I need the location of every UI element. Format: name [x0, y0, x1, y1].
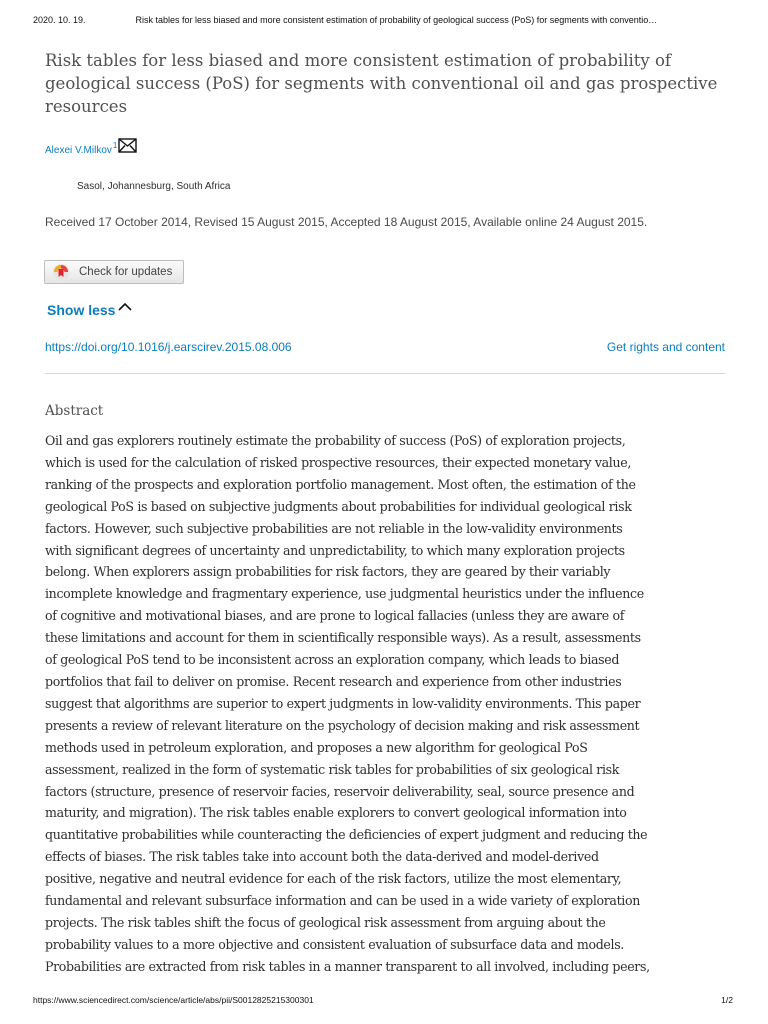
abstract-line: of cognitive and motivational biases, and are prone to logical fallacies (unless they are aware of: [45, 608, 625, 624]
abstract-line: geological PoS is based on subjective judgments about probabilities for individual geological risk: [45, 498, 632, 514]
doi-link[interactable]: https://doi.org/10.1016/j.earscirev.2015.08.006: [45, 340, 292, 354]
abstract-line: quantitative probabilities while counteracting the deficiencies of expert judgment and reducing the: [45, 827, 648, 843]
abstract-line: of geological PoS tend to be inconsistent across an exploration company, which leads to biased: [45, 652, 620, 668]
print-document-title: Risk tables for less biased and more consistent estimation of probability of geological success (PoS) for segments with conventio…: [135, 15, 658, 25]
article-title-line: Risk tables for less biased and more consistent estimation of probability of: [45, 51, 672, 70]
abstract-line: effects of biases. The risk tables take into account both the data-derived and model-derived: [45, 849, 599, 865]
abstract-line: maturity, and migration). The risk tables enable explorers to convert geological information into: [45, 805, 627, 821]
abstract-line: presents a review of relevant literature on the psychology of decision making and risk assessment: [45, 717, 640, 733]
envelope-icon[interactable]: [118, 138, 137, 156]
article-title-line: resources: [45, 97, 128, 116]
abstract-line: fundamental and relevant subsurface information and can be used in a wide variety of exploration: [45, 893, 640, 909]
abstract-line: positive, negative and neutral evidence for each of the risk factors, utilize the most elementary,: [45, 871, 622, 887]
print-footer-url: https://www.sciencedirect.com/science/article/abs/pii/S0012825215300301: [33, 995, 314, 1005]
abstract-line: factors. However, such subjective probabilities are not reliable in the low-validity environments: [45, 520, 623, 536]
abstract-line: projects. The risk tables shift the focus of geological risk assessment from arguing about the: [45, 914, 606, 930]
print-page-number: 1/2: [721, 995, 733, 1005]
abstract-heading: Abstract: [45, 403, 104, 419]
abstract-line: ranking of the prospects and exploration portfolio management. Most often, the estimation of the: [45, 476, 636, 492]
author-affiliation-marker: 1: [112, 141, 118, 150]
divider: [45, 373, 725, 374]
abstract-body: [45, 430, 735, 978]
abstract-line: assessment, realized in the form of systematic risk tables for probabilities of six geological risk: [45, 761, 620, 777]
abstract-line: Oil and gas explorers routinely estimate the probability of success (PoS) of exploration projects,: [45, 433, 626, 448]
print-header: [33, 15, 735, 25]
author[interactable]: [45, 138, 137, 156]
abstract-line: belong. When explorers assign probabilities for risk factors, they are geared by their variably: [45, 564, 611, 580]
abstract-line: Probabilities are extracted from risk tables in a manner transparent to all involved, including peers,: [45, 958, 650, 974]
abstract-line: incomplete knowledge and fragmentary experience, use judgmental heuristics under the influence: [45, 586, 644, 602]
abstract-line: with significant degrees of uncertainty and unpredictability, to which many exploration projects: [45, 542, 625, 558]
author-name[interactable]: Alexei V.Milkov: [45, 145, 112, 156]
show-less-label: Show less: [47, 302, 116, 318]
check-for-updates-icon: [52, 263, 70, 281]
print-date: 2020. 10. 19.: [33, 15, 86, 25]
author-affiliation: Sasol, Johannesburg, South Africa: [77, 181, 231, 192]
abstract-line: portfolios that fail to deliver on promise. Recent research and experience from other industries: [45, 673, 622, 689]
abstract-line: methods used in petroleum exploration, and proposes a new algorithm for geological PoS: [45, 739, 588, 755]
get-rights-link[interactable]: Get rights and content: [606, 340, 725, 354]
check-for-updates-label: Check for updates: [79, 266, 173, 278]
abstract-line: these limitations and account for them in scientifically responsible ways). As a result, assessments: [45, 630, 641, 646]
show-less-toggle[interactable]: [47, 302, 133, 318]
abstract-line: which is used for the calculation of risked prospective resources, their expected monetary value,: [45, 454, 631, 470]
article-history-dates: Received 17 October 2014, Revised 15 August 2015, Accepted 18 August 2015, Available online 24 August 2015.: [45, 215, 648, 229]
abstract-line: probability values to a more objective and consistent evaluation of subsurface data and models.: [45, 936, 624, 952]
abstract-line: suggest that algorithms are superior to expert judgments in low-validity environments. This paper: [45, 695, 641, 711]
article-title: [45, 49, 725, 118]
abstract-line: factors (structure, presence of reservoir facies, reservoir deliverability, seal, source presence and: [45, 783, 635, 799]
chevron-up-icon: [117, 299, 133, 315]
article-title-line: geological success (PoS) for segments with conventional oil and gas prospective: [45, 74, 718, 93]
check-for-updates-button[interactable]: [44, 260, 184, 284]
